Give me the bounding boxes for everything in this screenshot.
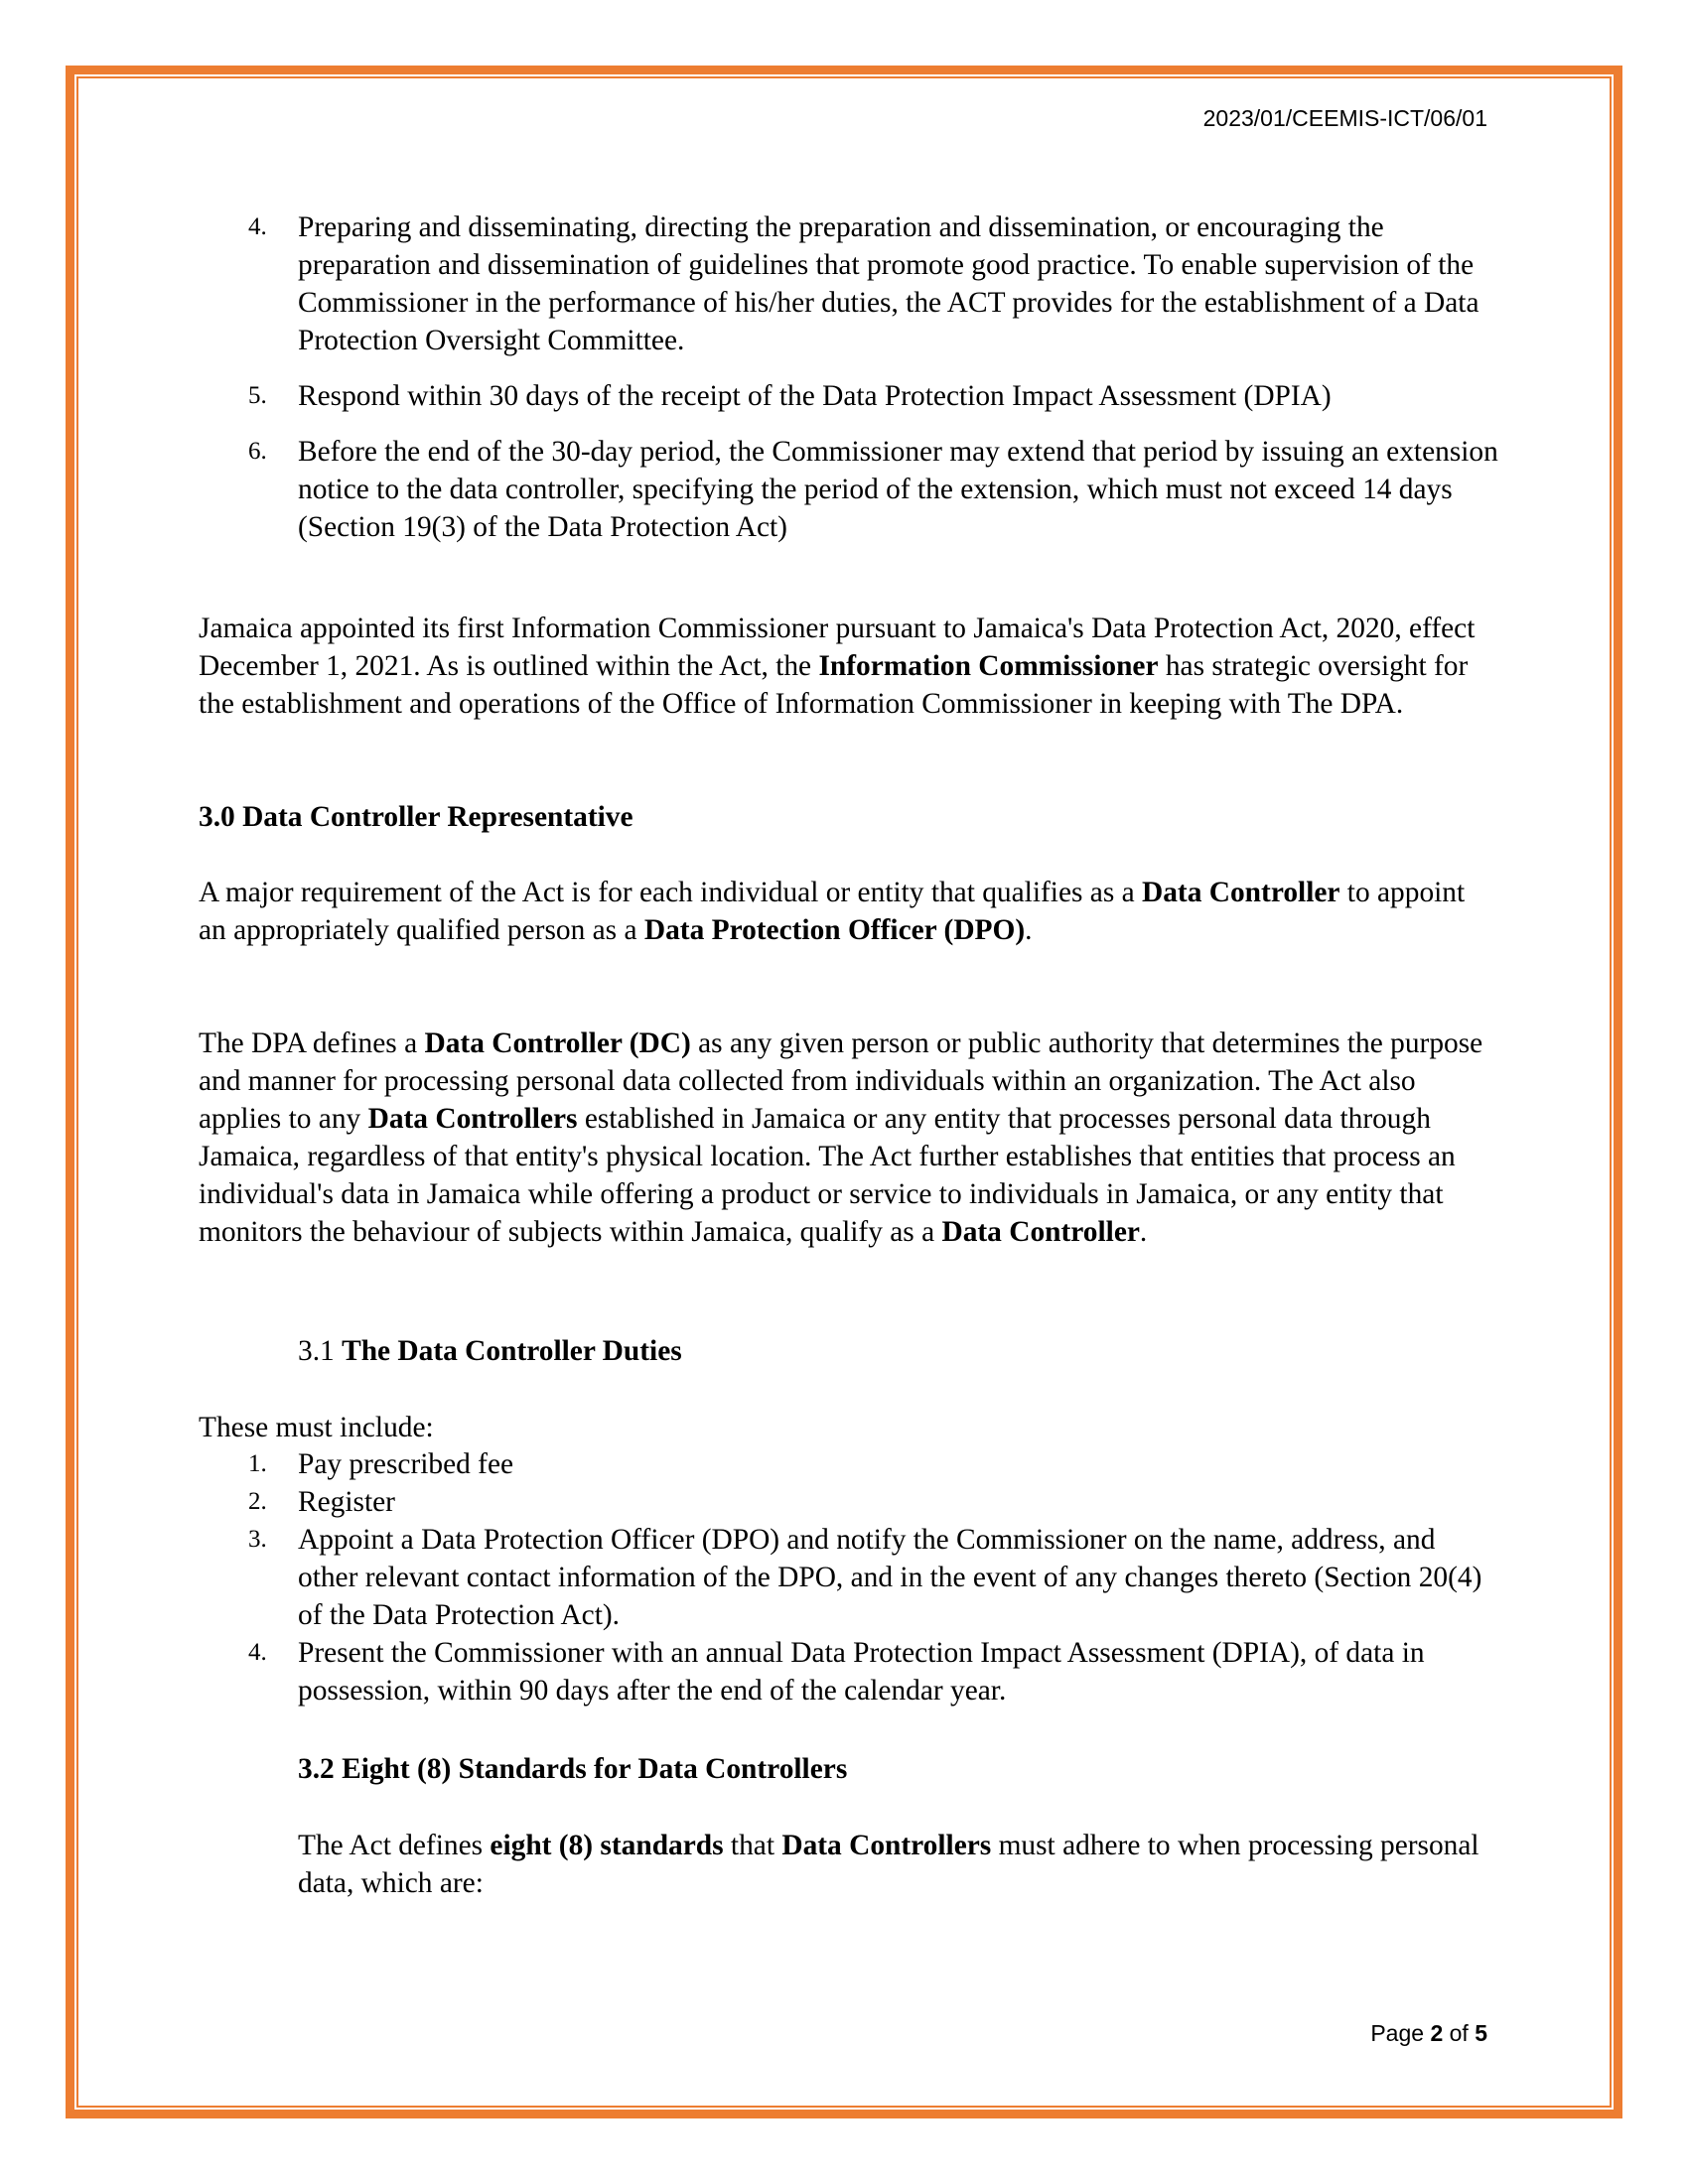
list-item-text: Register bbox=[298, 1486, 395, 1518]
section-heading-3-2: 3.2 Eight (8) Standards for Data Controllers bbox=[298, 1753, 848, 1785]
paragraph: A major requirement of the Act is for each individual or entity that qualifies as a Data Controller to appoint an appropriately qualified person as a Data Protection Officer (DPO). bbox=[199, 877, 1466, 946]
duties-intro: These must include: bbox=[199, 1412, 434, 1443]
list-item-number: 5. bbox=[248, 382, 267, 409]
list-item-number: 1. bbox=[248, 1450, 267, 1477]
total-pages: 5 bbox=[1475, 2020, 1487, 2046]
current-page: 2 bbox=[1430, 2020, 1444, 2046]
section-heading-3-1 bbox=[199, 1332, 1499, 1370]
list-item-number: 4. bbox=[248, 1639, 267, 1666]
paragraph: The Act defines eight (8) standards that Data Controllers must adhere to when processing personal data, which are: bbox=[298, 1830, 1479, 1899]
bold-term: Data Controllers bbox=[367, 1103, 578, 1135]
list-item-number: 2. bbox=[248, 1488, 267, 1515]
list-item-number: 6. bbox=[248, 438, 267, 465]
list-item bbox=[199, 1483, 1499, 1521]
page-number: Page 2 of 5 bbox=[1370, 2020, 1487, 2046]
eight-standards-paragraph bbox=[199, 1827, 1499, 1902]
bold-term: Information Commissioner bbox=[818, 650, 1159, 682]
information-commissioner-paragraph bbox=[199, 610, 1499, 723]
bold-term: Data Controller bbox=[941, 1216, 1140, 1248]
bold-term: Data Controllers bbox=[781, 1830, 992, 1861]
dpo-requirement-paragraph bbox=[199, 874, 1499, 949]
list-item-text: Respond within 30 days of the receipt of the Data Protection Impact Assessment (DPIA) bbox=[298, 380, 1332, 412]
paragraph: Jamaica appointed its first Information Commissioner pursuant to Jamaica's Data Protection Act, 2020, effect December 1, 2021. As is outlined within the Act, the Information Commissioner has strategic oversight for the establishment and operations of the Office of Information Commissioner in keeping with The DPA. bbox=[199, 613, 1476, 720]
list-item-number: 3. bbox=[248, 1526, 267, 1553]
list-item bbox=[199, 377, 1499, 415]
bold-term: eight (8) standards bbox=[490, 1830, 724, 1861]
list-item bbox=[199, 1634, 1499, 1709]
commissioner-functions-list bbox=[199, 208, 1499, 546]
document-reference-number: 2023/01/CEEMIS-ICT/06/01 bbox=[1202, 105, 1487, 131]
section-number: 3.1 bbox=[298, 1335, 343, 1367]
bold-term: Data Protection Officer (DPO) bbox=[643, 914, 1026, 946]
bold-term: Data Controller (DC) bbox=[424, 1027, 691, 1059]
data-controller-definition-paragraph bbox=[199, 1024, 1499, 1251]
bold-term: Data Controller bbox=[1142, 877, 1340, 908]
section-title: The Data Controller Duties bbox=[342, 1335, 682, 1367]
list-item bbox=[199, 1445, 1499, 1483]
list-item-text: Pay prescribed fee bbox=[298, 1448, 514, 1480]
list-item-text: Present the Commissioner with an annual Data Protection Impact Assessment (DPIA), of data in possession, within 90 days after the end of the calendar year. bbox=[298, 1637, 1425, 1706]
list-item-text: Appoint a Data Protection Officer (DPO) and notify the Commissioner on the name, address, and other relevant contact information of the DPO, and in the event of any changes thereto (Section 20(4) of the Data Protection Act). bbox=[298, 1524, 1482, 1631]
list-item bbox=[199, 433, 1499, 546]
list-item-text: Preparing and disseminating, directing the preparation and dissemination, or encouraging the preparation and dissemination of guidelines that promote good practice. To enable supervision of the Commissioner in the performance of his/her duties, the ACT provides for the establishment of a Data Protection Oversight Committee. bbox=[298, 211, 1479, 356]
list-item-text: Before the end of the 30-day period, the Commissioner may extend that period by issuing an extension notice to the data controller, specifying the period of the extension, which must not exceed 14 days (Section 19(3) of the Data Protection Act) bbox=[298, 436, 1498, 543]
data-controller-duties-list bbox=[199, 1445, 1499, 1709]
list-item bbox=[199, 208, 1499, 359]
list-item bbox=[199, 1521, 1499, 1634]
section-heading-3-0: 3.0 Data Controller Representative bbox=[199, 801, 633, 833]
list-item-number: 4. bbox=[248, 213, 267, 240]
paragraph: The DPA defines a Data Controller (DC) as any given person or public authority that determines the purpose and manner for processing personal data collected from individuals within an organization. The Act also applies to any Data Controllers established in Jamaica or any entity that processes personal data through Jamaica, regardless of that entity's physical location. The Act further establishes that entities that process an individual's data in Jamaica while offering a product or service to individuals in Jamaica, or any entity that monitors the behaviour of subjects within Jamaica, qualify as a Data Controller. bbox=[199, 1027, 1483, 1248]
